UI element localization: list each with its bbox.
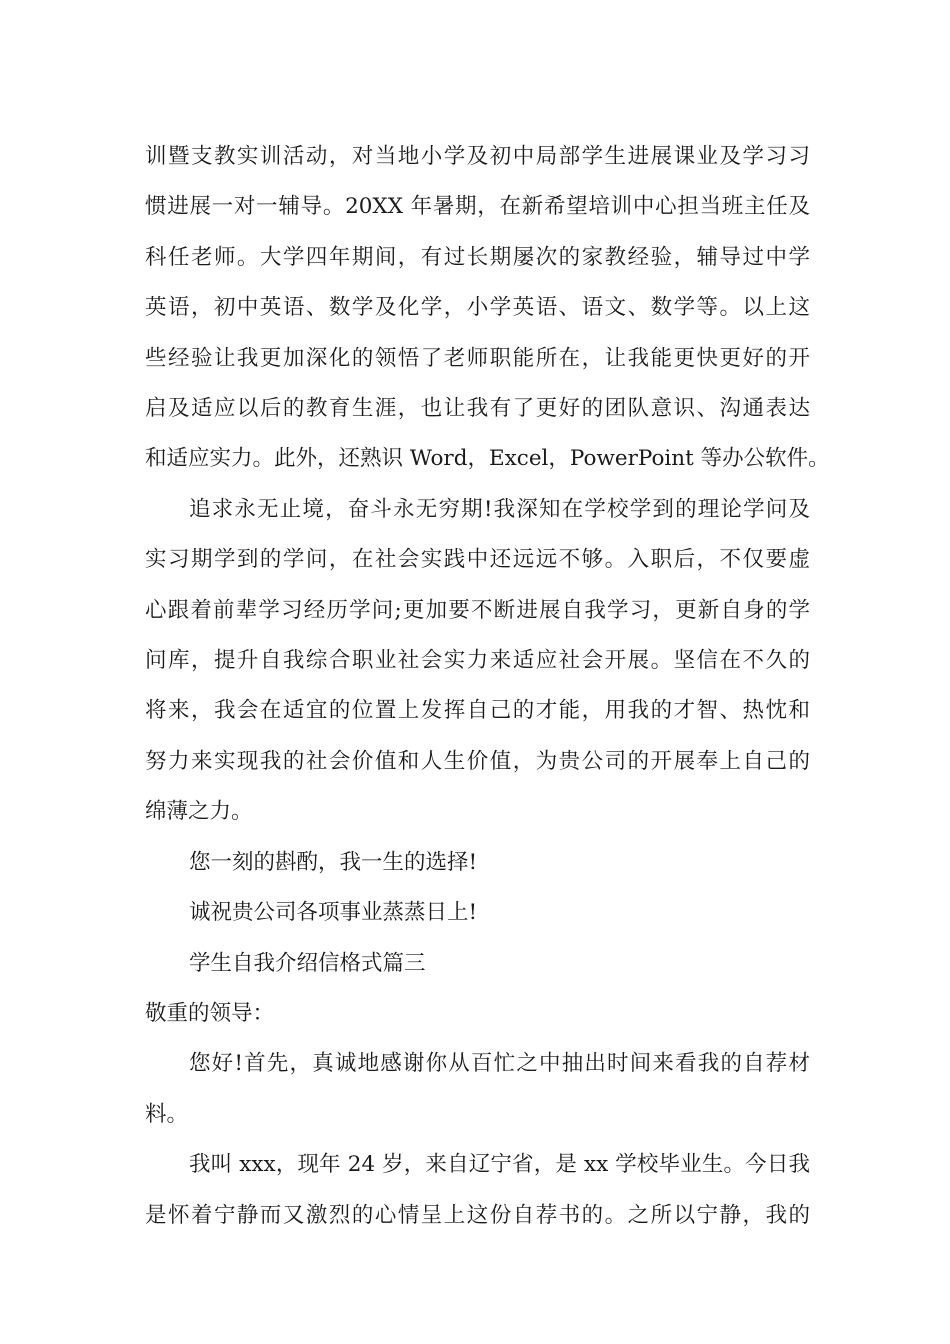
text-line: 敬重的领导： xyxy=(145,1000,275,1026)
paragraph-teaching-experience xyxy=(145,132,830,485)
paragraph-aspiration xyxy=(145,485,810,838)
document-page xyxy=(145,132,830,1241)
text-line: 是怀着宁静而又激烈的心情呈上这份自荐书的。之所以宁静，我的 xyxy=(145,1202,810,1228)
text-line: 我叫 xxx，现年 24 岁，来自辽宁省，是 xx 学校毕业生。今日我 xyxy=(189,1152,810,1178)
text-line: 将来，我会在适宜的位置上发挥自己的才能，用我的才智、热忱和 xyxy=(145,698,810,724)
paragraph-greeting xyxy=(145,1039,810,1140)
heading-text: 学生自我介绍信格式篇三 xyxy=(189,950,426,976)
section-heading xyxy=(145,939,810,989)
text-line: 您好!首先，真诚地感谢你从百忙之中抽出时间来看我的自荐材 xyxy=(189,1051,810,1077)
text-line: 追求永无止境，奋斗永无穷期!我深知在学校学到的理论学问及 xyxy=(189,496,810,522)
text-line: 您一刻的斟酌，我一生的选择! xyxy=(189,849,478,875)
text-line: 绵薄之力。 xyxy=(145,799,253,825)
salutation xyxy=(145,989,810,1039)
text-line: 和适应实力。此外，还熟识 Word，Excel，PowerPoint 等办公软件。 xyxy=(145,446,830,472)
text-line: 问库，提升自我综合职业社会实力来适应社会开展。坚信在不久的 xyxy=(145,648,810,674)
paragraph-introduction xyxy=(145,1140,810,1241)
text-line: 启及适应以后的教育生涯，也让我有了更好的团队意识、沟通表达 xyxy=(145,396,810,422)
text-line: 努力来实现我的社会价值和人生价值，为贵公司的开展奉上自己的 xyxy=(145,748,810,774)
paragraph-choice xyxy=(145,838,810,888)
text-line: 心跟着前辈学习经历学问;更加要不断进展自我学习，更新自身的学 xyxy=(145,597,810,623)
text-line: 惯进展一对一辅导。20XX 年暑期，在新希望培训中心担当班主任及 xyxy=(145,194,810,220)
text-line: 些经验让我更加深化的领悟了老师职能所在，让我能更快更好的开 xyxy=(145,345,810,371)
text-line: 实习期学到的学问，在社会实践中还远远不够。入职后，不仅要虚 xyxy=(145,547,810,573)
text-line: 英语，初中英语、数学及化学，小学英语、语文、数学等。以上这 xyxy=(145,295,810,321)
paragraph-wishes xyxy=(145,888,810,938)
text-line: 科任老师。大学四年期间，有过长期屡次的家教经验，辅导过中学 xyxy=(145,244,810,270)
text-line: 诚祝贵公司各项事业蒸蒸日上! xyxy=(189,900,478,926)
text-line: 训暨支教实训活动，对当地小学及初中局部学生进展课业及学习习 xyxy=(145,144,810,169)
text-line: 料。 xyxy=(145,1101,189,1127)
